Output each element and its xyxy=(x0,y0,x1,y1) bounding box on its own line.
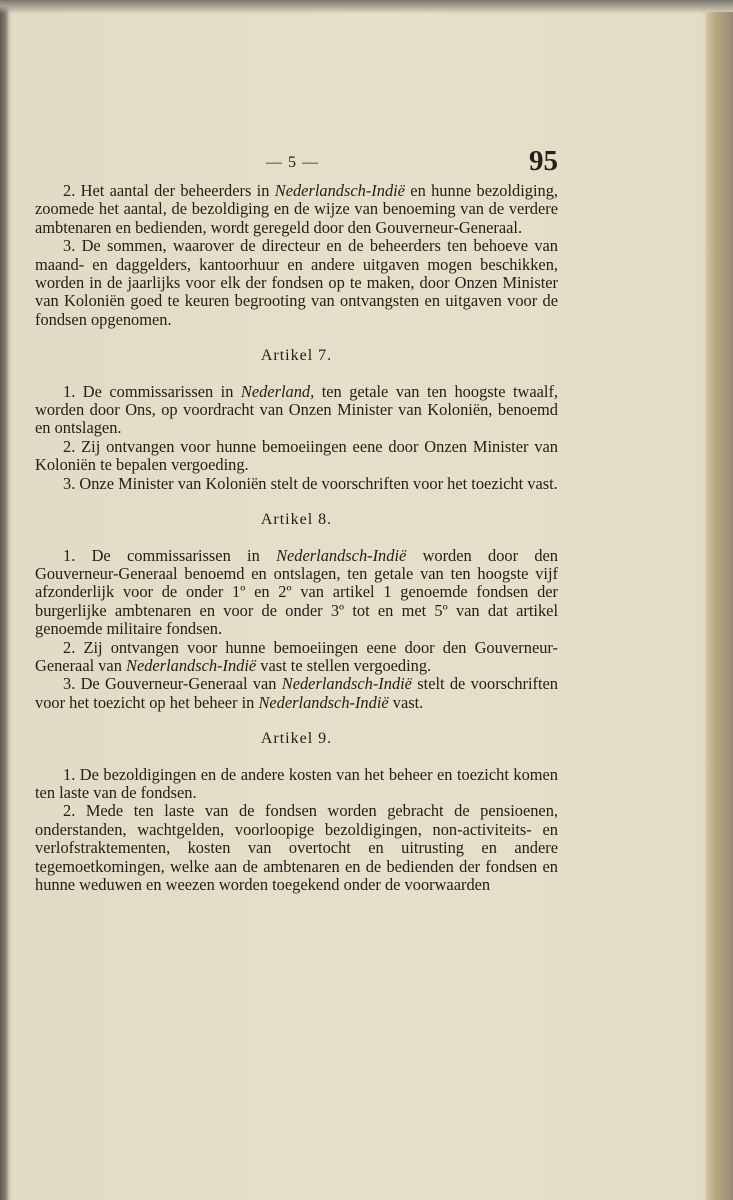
paragraph: 2. Mede ten laste van de fondsen worden gebracht de pensioenen, onderstanden, wachtgelden, voorloopige bezoldigingen, non-activiteits- en verlofstraktementen, kosten van overtocht en uitrusting en andere tegemoetkomingen, welke aan de ambtenaren en de bedienden der fondsen en hunne weduwen en weezen worden toegekend onder de voorwaarden xyxy=(35,801,558,894)
running-head: — 5 — xyxy=(266,154,319,171)
paragraph: 2. Het aantal der beheerders in Nederlandsch-Indië en hunne bezoldiging, zoomede het aantal, de bezoldiging en de wijze van benoeming van de verdere ambtenaren en bedienden, wordt geregeld door den Gouverneur-Generaal. xyxy=(35,181,558,237)
paragraph: 3. Onze Minister van Koloniën stelt de voorschriften voor het toezicht vast. xyxy=(63,473,558,493)
page-number: 95 xyxy=(529,145,558,177)
page-top-shadow xyxy=(0,0,733,14)
paragraph: 2. Zij ontvangen voor hunne bemoeiingen eene door den Gouverneur-Generaal van Nederlandsch-Indië vast te stellen vergoeding. xyxy=(35,637,558,675)
article-heading: Artikel 7. xyxy=(260,347,333,365)
paragraph: 1. De commissarissen in Nederland, ten getale van ten hoogste twaalf, worden door Ons, op voordracht van Onzen Minister van Koloniën, benoemd en ontslagen. xyxy=(35,381,559,438)
page-edge xyxy=(705,12,733,1200)
paragraph: 3. De sommen, waarover de directeur en de beheerders ten behoeve van maand- en daggelders, kantoorhuur en andere uitgaven mogen beschikken, worden in de jaarlijks voor elk der fondsen op te maken, door Onzen Minister van Koloniën goed te keuren begrooting van ontvangsten en uitgaven voor de fondsen opgenomen. xyxy=(35,236,558,329)
paragraph: 3. De Gouverneur-Generaal van Nederlandsch-Indië stelt de voorschriften voor het toezicht op het beheer in Nederlandsch-Indië vast. xyxy=(35,674,559,712)
page-header xyxy=(35,145,558,182)
paragraph: 2. Zij ontvangen voor hunne bemoeiingen eene door Onzen Minister van Koloniën te bepalen vergoeding. xyxy=(35,436,558,475)
paragraph: 1. De bezoldigingen en de andere kosten van het beheer en toezicht komen ten laste van de fondsen. xyxy=(35,764,558,802)
paragraph: 1. De commissarissen in Nederlandsch-Indië worden door den Gouverneur-Generaal benoemd en ontslagen, ten getale van ten hoogste vijf afzonderlijk voor de onder 1º en 2º van artikel 1 genoemde fondsen der burgerlijke ambtenaren en voor de onder 3º tot en met 5º van dat artikel genoemde militaire fondsen. xyxy=(35,545,558,639)
text-block xyxy=(35,145,559,894)
article-heading: Artikel 9. xyxy=(260,730,333,748)
article-heading: Artikel 8. xyxy=(260,511,333,529)
